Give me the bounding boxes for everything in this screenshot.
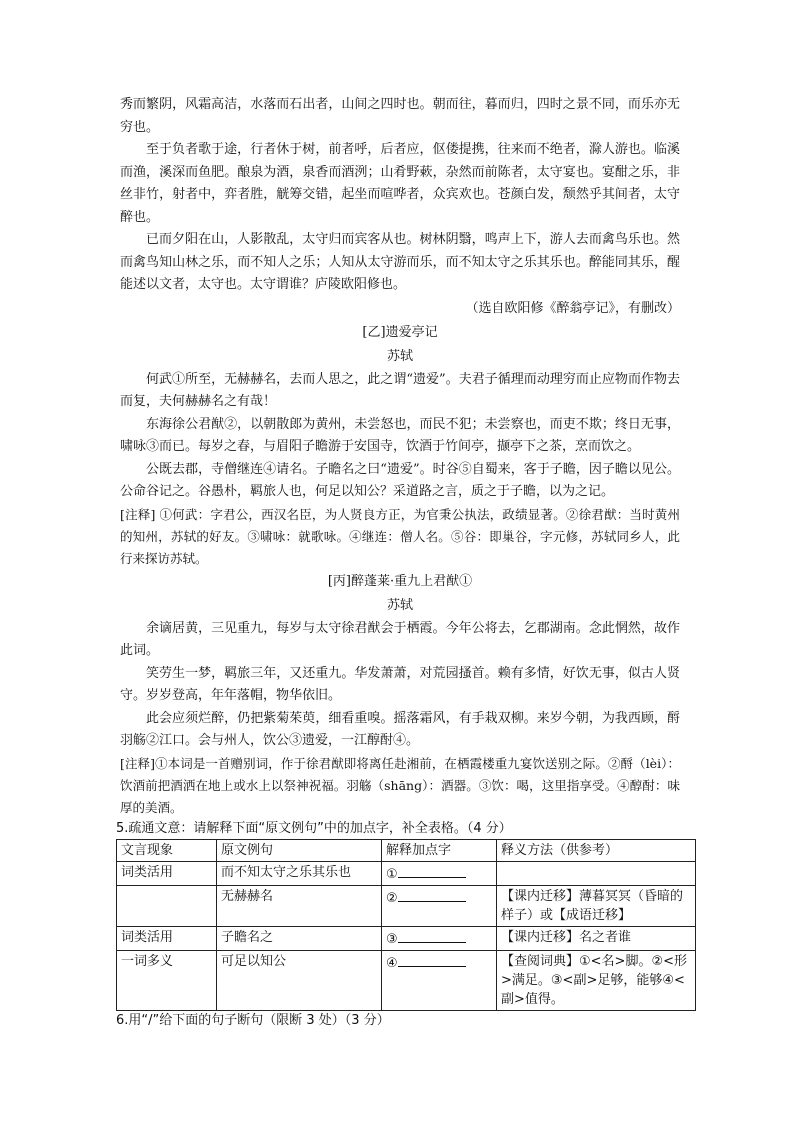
exam-page (116, 94, 687, 1031)
table-cell: 无赫赫名 (217, 885, 382, 926)
bing-author: 苏轼 (386, 597, 413, 613)
table-cell: 【查阅词典】①<名>脚。②<形>满足。③<副>足够，能够④<副>值得。 (497, 950, 696, 1010)
answer-cell (382, 926, 497, 950)
jia-source: （选自欧阳修《醉翁亭记》，有删改） (465, 300, 680, 316)
bing-title: [丙]醉蓬莱·重九上君猷① (327, 573, 473, 589)
table-cell (497, 861, 696, 885)
table-cell: 一词多义 (117, 950, 217, 1010)
table-row (117, 926, 696, 950)
answer-cell (382, 861, 497, 885)
yi-notes: [注释] ①何武：字君公，西汉名臣，为人贤良方正，为官秉公执法，政绩显著。②徐君猷：当时黄州的知州，苏轼的好友。③啸咏：就歌咏。④继连：僧人名。⑤谷：即巢谷，字元修，苏轼同乡人，此行来探访苏轼。 (120, 506, 680, 566)
table-cell: 子瞻名之 (217, 926, 382, 950)
answer-number: ③ (386, 931, 398, 947)
table-cell: 【课内迁移】薄暮冥冥（昏暗的样子）或【成语迁移】 (497, 885, 696, 926)
table-cell: 可足以知公 (217, 950, 382, 1010)
answer-blank-4[interactable] (398, 952, 466, 967)
yi-title: [乙]遗爱亭记 (362, 324, 438, 340)
answer-cell (382, 950, 497, 1010)
jia-paragraph-1: 秀而繁阴，风霜高洁，水落而石出者，山间之四时也。朝而往，暮而归，四时之景不同，而乐亦无穷也。 (120, 97, 680, 135)
table-cell: 【课内迁移】名之者谁 (497, 926, 696, 950)
answer-number: ④ (386, 955, 398, 971)
table-cell: 而不知太守之乐其乐也 (217, 861, 382, 885)
table-header-cell: 文言现象 (117, 839, 217, 861)
bing-stanza-1: 笑劳生一梦，羁旅三年，又还重九。华发萧萧，对荒园搔首。赖有多情，好饮无事，似古人贤守。岁岁登高，年年落帽，物华依旧。 (120, 665, 680, 703)
yi-author: 苏轼 (386, 348, 413, 364)
table-header-row (117, 839, 696, 861)
answer-number: ② (386, 890, 398, 906)
yi-paragraph-1: 何武①所至，无赫赫名，去而人思之，此之谓“遗爱”。夫君子循理而动理穷而止应物而作物去而复，夫何赫赫名之有哉！ (120, 371, 680, 409)
table-row (117, 885, 696, 926)
question-5-prompt: 5.疏通文意：请解释下面“原文例句”中的加点字，补全表格。（4 分） (116, 820, 512, 836)
answer-number: ① (386, 866, 398, 882)
bing-notes: [注释]①本词是一首赠别词，作于徐君猷即将离任赴湘前，在栖霞楼重九宴饮送别之际。②酹（lèi）：饮酒前把酒洒在地上或水上以祭神祝福。羽觞（shāng）：酒器。③饮：喝，这里指享受。④醇酎：味厚的美酒。 (120, 755, 680, 815)
jia-paragraph-2: 至于负者歌于途，行者休于树，前者呼，后者应，伛偻提携，往来而不绝者，滁人游也。临溪而渔，溪深而鱼肥。酿泉为酒，泉香而酒洌；山肴野蔌，杂然而前陈者，太守宴也。宴酣之乐，非丝非竹，射者中，弈者胜，觥筹交错，起坐而喧哗者，众宾欢也。苍颜白发，颓然乎其间者，太守醉也。 (120, 142, 680, 225)
table-cell (117, 885, 217, 926)
table-cell: 词类活用 (117, 861, 217, 885)
yi-paragraph-3: 公既去郡，寺僧继连④请名。子瞻名之曰“遗爱”。时谷⑤自蜀来，客于子瞻，因子瞻以见公。公命谷记之。谷愚朴，羁旅人也，何足以知公？采道路之言，质之于子瞻，以为之记。 (120, 461, 680, 499)
question-6-prompt: 6.用“/”给下面的句子断句（限断 3 处）（3 分） (116, 1012, 390, 1028)
answer-blank-1[interactable] (398, 863, 466, 878)
yi-paragraph-2: 东海徐公君猷②，以朝散郎为黄州，未尝怒也，而民不犯；未尝察也，而吏不欺；终日无事，啸咏③而已。每岁之春，与眉阳子瞻游于安国寺，饮酒于竹间亭，撷亭下之茶，烹而饮之。 (120, 416, 680, 454)
answer-cell (382, 885, 497, 926)
table-header-cell: 解释加点字 (382, 839, 497, 861)
table-header-cell: 释义方法（供参考） (497, 839, 696, 861)
answer-blank-2[interactable] (398, 887, 466, 902)
table-cell: 词类活用 (117, 926, 217, 950)
answer-blank-3[interactable] (398, 928, 466, 943)
table-header-cell: 原文例句 (217, 839, 382, 861)
bing-stanza-2: 此会应须烂醉，仍把紫菊茱萸，细看重嗅。摇落霜风，有手栽双柳。来岁今朝，为我西顾，酹羽觞②江口。会与州人，饮公③遗爱，一江醇酎④。 (120, 710, 680, 748)
table-row (117, 950, 696, 1010)
table-row (117, 861, 696, 885)
question-5-table (116, 839, 696, 1011)
jia-paragraph-3: 已而夕阳在山，人影散乱，太守归而宾客从也。树林阴翳，鸣声上下，游人去而禽鸟乐也。然而禽鸟知山林之乐，而不知人之乐；人知从太守游而乐，而不知太守之乐其乐也。醉能同其乐，醒能述以文者，太守也。太守谓谁？庐陵欧阳修也。 (120, 232, 680, 292)
bing-preface: 余谪居黄，三见重九，每岁与太守徐君猷会于栖霞。今年公将去，乞郡湖南。念此惘然，故作此词。 (120, 620, 680, 658)
